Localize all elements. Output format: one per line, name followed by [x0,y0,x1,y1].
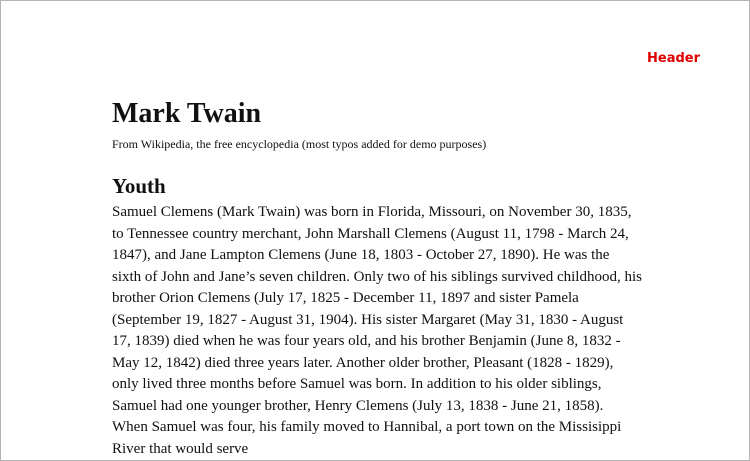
section-heading-youth: Youth [112,174,166,198]
article-content [112,97,642,460]
header-label: Header [647,51,701,66]
article-subtitle: From Wikipedia, the free encyclopedia (most typos added for demo purposes) [112,137,487,151]
section-paragraph: Samuel Clemens (Mark Twain) was born in Florida, Missouri, on November 30, 1835, to Tennessee country merchant, John Marshall Clemens (August 11, 1798 - March 24, 1847), and Jane Lampton Clemens (June 18, 1803 - October 27, 1890). He was the sixth of John and Jane’s seven children. Only two of his siblings survived childhood, his brother Orion Clemens (July 17, 1825 - December 11, 1897 and sister Pamela (September 19, 1827 - August 31, 1904). His sister Margaret (May 31, 1830 - August 17, 1839) died when he was four years old, and his brother Benjamin (June 8, 1832 - May 12, 1842) died three years later. Another older brother, Pleasant (1828 - 1829), only lived three months before Samuel was born. In addition to his older siblings, Samuel had one younger brother, Henry Clemens (July 13, 1838 - June 21, 1858). When Samuel was four, his family moved to Hannibal, a port town on the Missisippi River that would serve [112,204,642,457]
article-title: Mark Twain [112,98,262,129]
